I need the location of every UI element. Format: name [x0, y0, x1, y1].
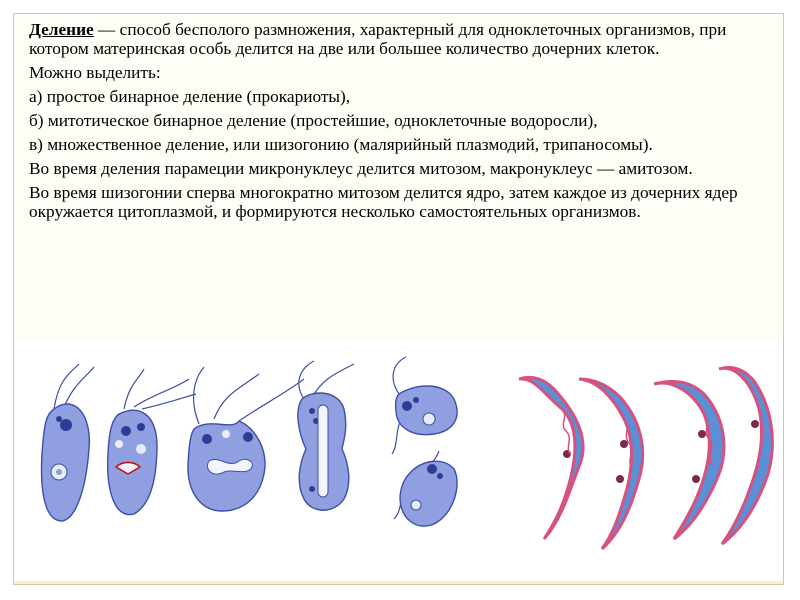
trypanosome-4 — [719, 368, 772, 545]
bottom-strip — [14, 581, 783, 584]
intro-line: Можно выделить: — [29, 63, 161, 82]
slide-text — [29, 20, 749, 226]
list-item-a: а) простое бинарное деление (прокариоты), — [29, 87, 351, 106]
trypanosome-2 — [579, 379, 643, 549]
trypanosomes-illustration — [519, 368, 772, 550]
trypanosome-1 — [519, 377, 583, 539]
term-delenie: Деление — [29, 20, 94, 39]
schizogony-paragraph: Во время шизогонии сперва многократно митозом делится ядро, затем каждое из дочерних ядер окружается цитоплазмой, и формируются несколько самостоятельных организмов. — [29, 183, 738, 221]
flagellate-cells — [42, 386, 458, 526]
trypanosome-3 — [654, 381, 724, 539]
definition-text: — способ бесполого размножения, характерный для одноклеточных организмов, при котором материнская особь делится на две или большее количество дочерних клеток. — [29, 20, 727, 58]
definition-paragraph — [29, 20, 749, 58]
paramecium-paragraph: Во время деления парамеции микронуклеус делится митозом, макронуклеус — амитозом. — [29, 159, 693, 178]
list-item-b: б) митотическое бинарное деление (простейшие, одноклеточные водоросли), — [29, 111, 598, 130]
list-item-c: в) множественное деление, или шизогонию (малярийный плазмодий, трипаносомы). — [29, 135, 653, 154]
organisms-illustration — [14, 339, 783, 581]
